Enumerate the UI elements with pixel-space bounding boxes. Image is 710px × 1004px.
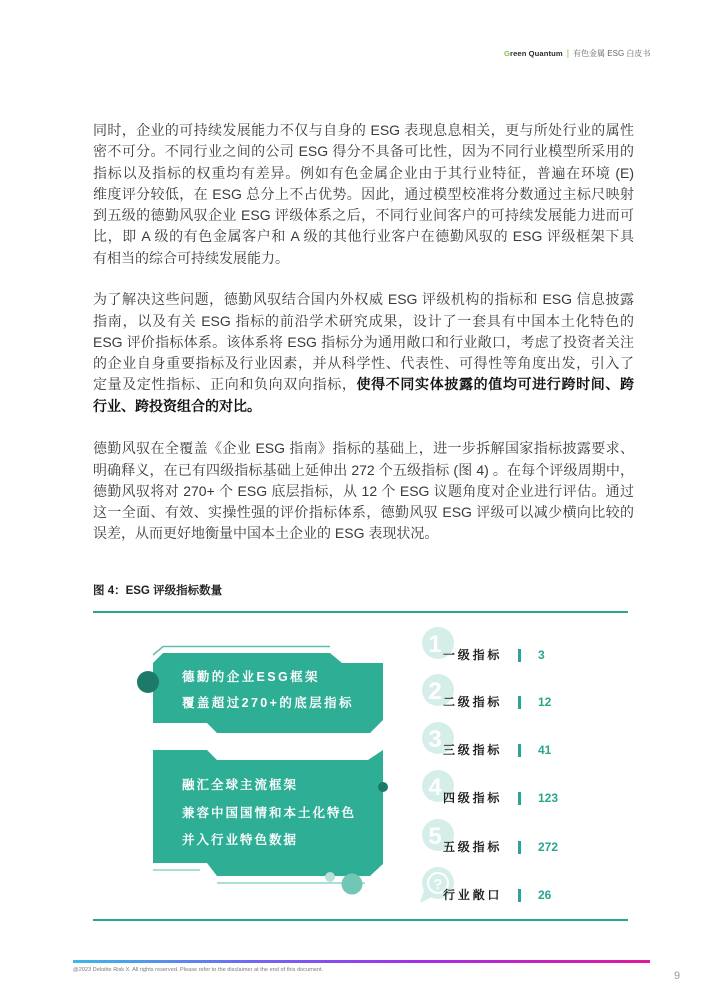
indicator-divider — [518, 792, 521, 805]
medium-dot-icon — [342, 874, 363, 895]
text-emphasis-line: 行业、跨投资组合的对比。 — [93, 397, 261, 414]
indicator-divider — [518, 649, 521, 662]
indicator-row-level-3 — [443, 741, 623, 759]
figure-top-rule — [93, 611, 628, 613]
box1-line-2: 覆盖超过270+的底层指标 — [182, 696, 354, 710]
page-number: 9 — [674, 970, 681, 982]
indicator-label: 行业敞口 — [443, 888, 503, 902]
indicator-divider — [518, 841, 521, 854]
framework-box-1 — [153, 653, 383, 733]
text-line: ESG 评价指标体系。该体系将 ESG 指标分为通用敞口和行业敞口，考虑了投资者关注 — [93, 333, 634, 350]
footer-gradient-rule — [73, 960, 650, 963]
circle-number: 1 — [428, 631, 442, 658]
indicator-label: 三级指标 — [443, 743, 503, 757]
text-line: 为了解决这些问题，德勤风驭结合国内外权威 ESG 评级机构的指标和 ESG 信息披露 — [93, 291, 634, 308]
circle-number: 5 — [428, 823, 442, 850]
indicator-count: 41 — [538, 743, 552, 757]
indicator-divider — [518, 889, 521, 902]
header-separator: | — [566, 48, 570, 58]
text-line: 指标以及指标的权重均有差异。例如有色金属企业由于其行业特征，普遍在环境 (E) — [93, 164, 634, 181]
text-line: 密不可分。不同行业之间的公司 ESG 得分不具备可比性，因为不同行业模型所采用的 — [93, 143, 634, 160]
text-line: 这一全面、有效、实操性强的评价指标体系，德勤风驭 ESG 评级可以减少横向比较的 — [93, 504, 634, 521]
indicator-label: 一级指标 — [443, 648, 503, 662]
indicator-label: 五级指标 — [443, 840, 503, 854]
text-line: 指南，以及有关 ESG 指标的前沿学术研究成果，设计了一套具有中国本土化特色的 — [93, 312, 634, 329]
indicator-label: 四级指标 — [443, 791, 503, 805]
box1-line-1: 德勤的企业ESG框架 — [182, 670, 320, 684]
box2-line-2: 兼容中国国情和本土化特色 — [182, 806, 357, 820]
circle-number: ? — [433, 876, 443, 893]
text-regular: 定量及定性指标、正向和负向双向指标， — [93, 376, 357, 393]
indicator-count: 26 — [538, 888, 552, 902]
text-line: 有相当的综合可持续发展能力。 — [93, 249, 289, 266]
indicator-row-industry — [443, 886, 623, 904]
circle-number: 3 — [428, 726, 442, 753]
text-line: 德勤风驭将对 270+ 个 ESG 底层指标，从 12 个 ESG 议题角度对企业进行评估。通过 — [93, 482, 634, 499]
figure-bottom-rule — [93, 919, 628, 921]
text-line: 比，即 A 级的有色金属客户和 A 级的其他行业客户在德勤风驭的 ESG 评级框架下具 — [93, 228, 634, 245]
text-line: 德勤风驭在全覆盖《企业 ESG 指南》指标的基础上，进一步拆解国家指标披露要求、 — [93, 440, 634, 457]
dark-dot-icon — [137, 671, 159, 693]
indicator-row-level-2 — [443, 693, 623, 711]
indicator-row-level-5 — [443, 838, 623, 856]
text-emphasis: 使得不同实体披露的值均可进行跨时间、跨 — [356, 376, 634, 393]
text-line: 明确释义，在已有四级指标基础上延伸出 272 个五级指标 (图 4) 。在每个评级周期中， — [93, 461, 634, 478]
box2-line-1: 融汇全球主流框架 — [182, 778, 299, 792]
indicator-row-level-4 — [443, 789, 623, 807]
indicator-divider — [518, 744, 521, 757]
small-dark-dot-icon — [378, 782, 388, 792]
indicator-count: 123 — [538, 791, 559, 805]
figure-caption: 图 4：ESG 评级指标数量 — [93, 585, 223, 597]
text-line: 的企业自身重要指标及行业因素，并从科学性、代表性、可得性等角度出发，引入了 — [93, 355, 634, 372]
brand-logo-text: Green Quantum — [504, 48, 563, 58]
light-dot-icon — [325, 872, 335, 882]
circle-number: 4 — [428, 774, 442, 801]
copyright-notice: @2023 Deloitte Risk X. All rights reserved. Please refer to the disclaimer at the end of this document. — [73, 967, 324, 973]
circle-number: 2 — [428, 678, 442, 705]
document-title: 有色金属 ESG 白皮书 — [573, 48, 651, 58]
indicator-count: 3 — [538, 648, 545, 662]
text-line: 到五级的德勤风驭企业 ESG 评级体系之后，不同行业间客户的可持续发展能力进而可 — [93, 207, 634, 223]
indicator-count: 272 — [538, 840, 559, 854]
box2-line-3: 并入行业特色数据 — [182, 833, 299, 847]
text-line: 误差，从而更好地衡量中国本土企业的 ESG 表现状况。 — [93, 525, 439, 542]
indicator-label: 二级指标 — [443, 695, 503, 709]
indicator-count: 12 — [538, 695, 552, 709]
indicator-divider — [518, 696, 521, 709]
text-line: 维度评分较低，在 ESG 总分上不占优势。因此，通过模型校准将分数通过主标尺映射 — [93, 185, 634, 202]
indicator-row-level-1 — [443, 646, 623, 664]
text-line: 同时，企业的可持续发展能力不仅与自身的 ESG 表现息息相关，更与所处行业的属性 — [93, 122, 634, 138]
